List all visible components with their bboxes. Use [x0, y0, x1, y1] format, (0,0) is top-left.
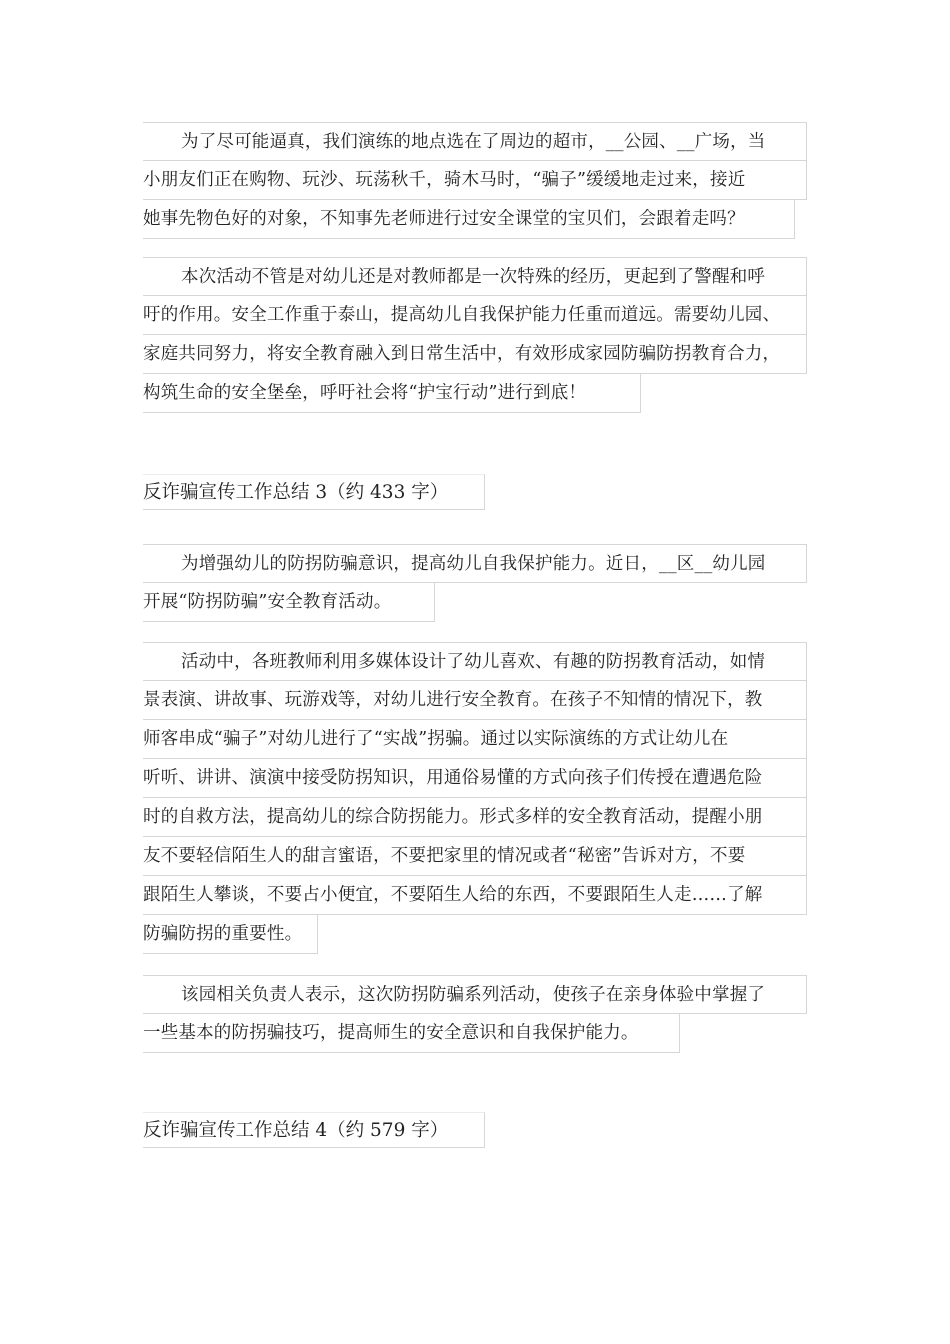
text-line: 开展“防拐防骗”安全教育活动。 — [143, 583, 435, 622]
paragraph-activity-details — [143, 642, 807, 958]
text-line: 师客串成“骗子”对幼儿进行了“实战”拐骗。通过以实际演练的方式让幼儿在 — [143, 720, 807, 759]
paragraph-activity-significance — [143, 257, 807, 417]
text-line: 该园相关负责人表示，这次防拐防骗系列活动，使孩子在亲身体验中掌握了 — [143, 975, 807, 1014]
text-line: 景表演、讲故事、玩游戏等，对幼儿进行安全教育。在孩子不知情的情况下，教 — [143, 681, 807, 720]
section-heading-3: 反诈骗宣传工作总结 3（约 433 字） — [143, 474, 485, 510]
text-line: 构筑生命的安全堡垒，呼吁社会将“护宝行动”进行到底！ — [143, 374, 641, 413]
text-line: 跟陌生人攀谈，不要占小便宜，不要陌生人给的东西，不要跟陌生人走……了解 — [143, 876, 807, 915]
text-line: 防骗防拐的重要性。 — [143, 915, 318, 954]
text-line: 时的自救方法，提高幼儿的综合防拐能力。形式多样的安全教育活动，提醒小朋 — [143, 798, 807, 837]
text-line: 她事先物色好的对象，不知事先老师进行过安全课堂的宝贝们，会跟着走吗？ — [143, 200, 795, 239]
paragraph-official-statement — [143, 975, 807, 1057]
section-heading-4: 反诈骗宣传工作总结 4（约 579 字） — [143, 1112, 485, 1148]
text-line: 为了尽可能逼真，我们演练的地点选在了周边的超市，__公园、__广场，当 — [143, 122, 807, 161]
text-line: 友不要轻信陌生人的甜言蜜语，不要把家里的情况或者“秘密”告诉对方，不要 — [143, 837, 807, 876]
text-line: 本次活动不管是对幼儿还是对教师都是一次特殊的经历，更起到了警醒和呼 — [143, 257, 807, 296]
text-line: 为增强幼儿的防拐防骗意识，提高幼儿自我保护能力。近日，__区__幼儿园 — [143, 544, 807, 583]
text-line: 吁的作用。安全工作重于泰山，提高幼儿自我保护能力任重而道远。需要幼儿园、 — [143, 296, 807, 335]
paragraph-awareness-intro — [143, 544, 807, 626]
paragraph-drill-location — [143, 122, 807, 243]
text-line: 一些基本的防拐骗技巧，提高师生的安全意识和自我保护能力。 — [143, 1014, 680, 1053]
text-line: 小朋友们正在购物、玩沙、玩荡秋千，骑木马时，“骗子”缓缓地走过来，接近 — [143, 161, 807, 200]
text-line: 活动中，各班教师利用多媒体设计了幼儿喜欢、有趣的防拐教育活动，如情 — [143, 642, 807, 681]
text-line: 家庭共同努力，将安全教育融入到日常生活中，有效形成家园防骗防拐教育合力， — [143, 335, 807, 374]
text-line: 听听、讲讲、演演中接受防拐知识，用通俗易懂的方式向孩子们传授在遭遇危险 — [143, 759, 807, 798]
